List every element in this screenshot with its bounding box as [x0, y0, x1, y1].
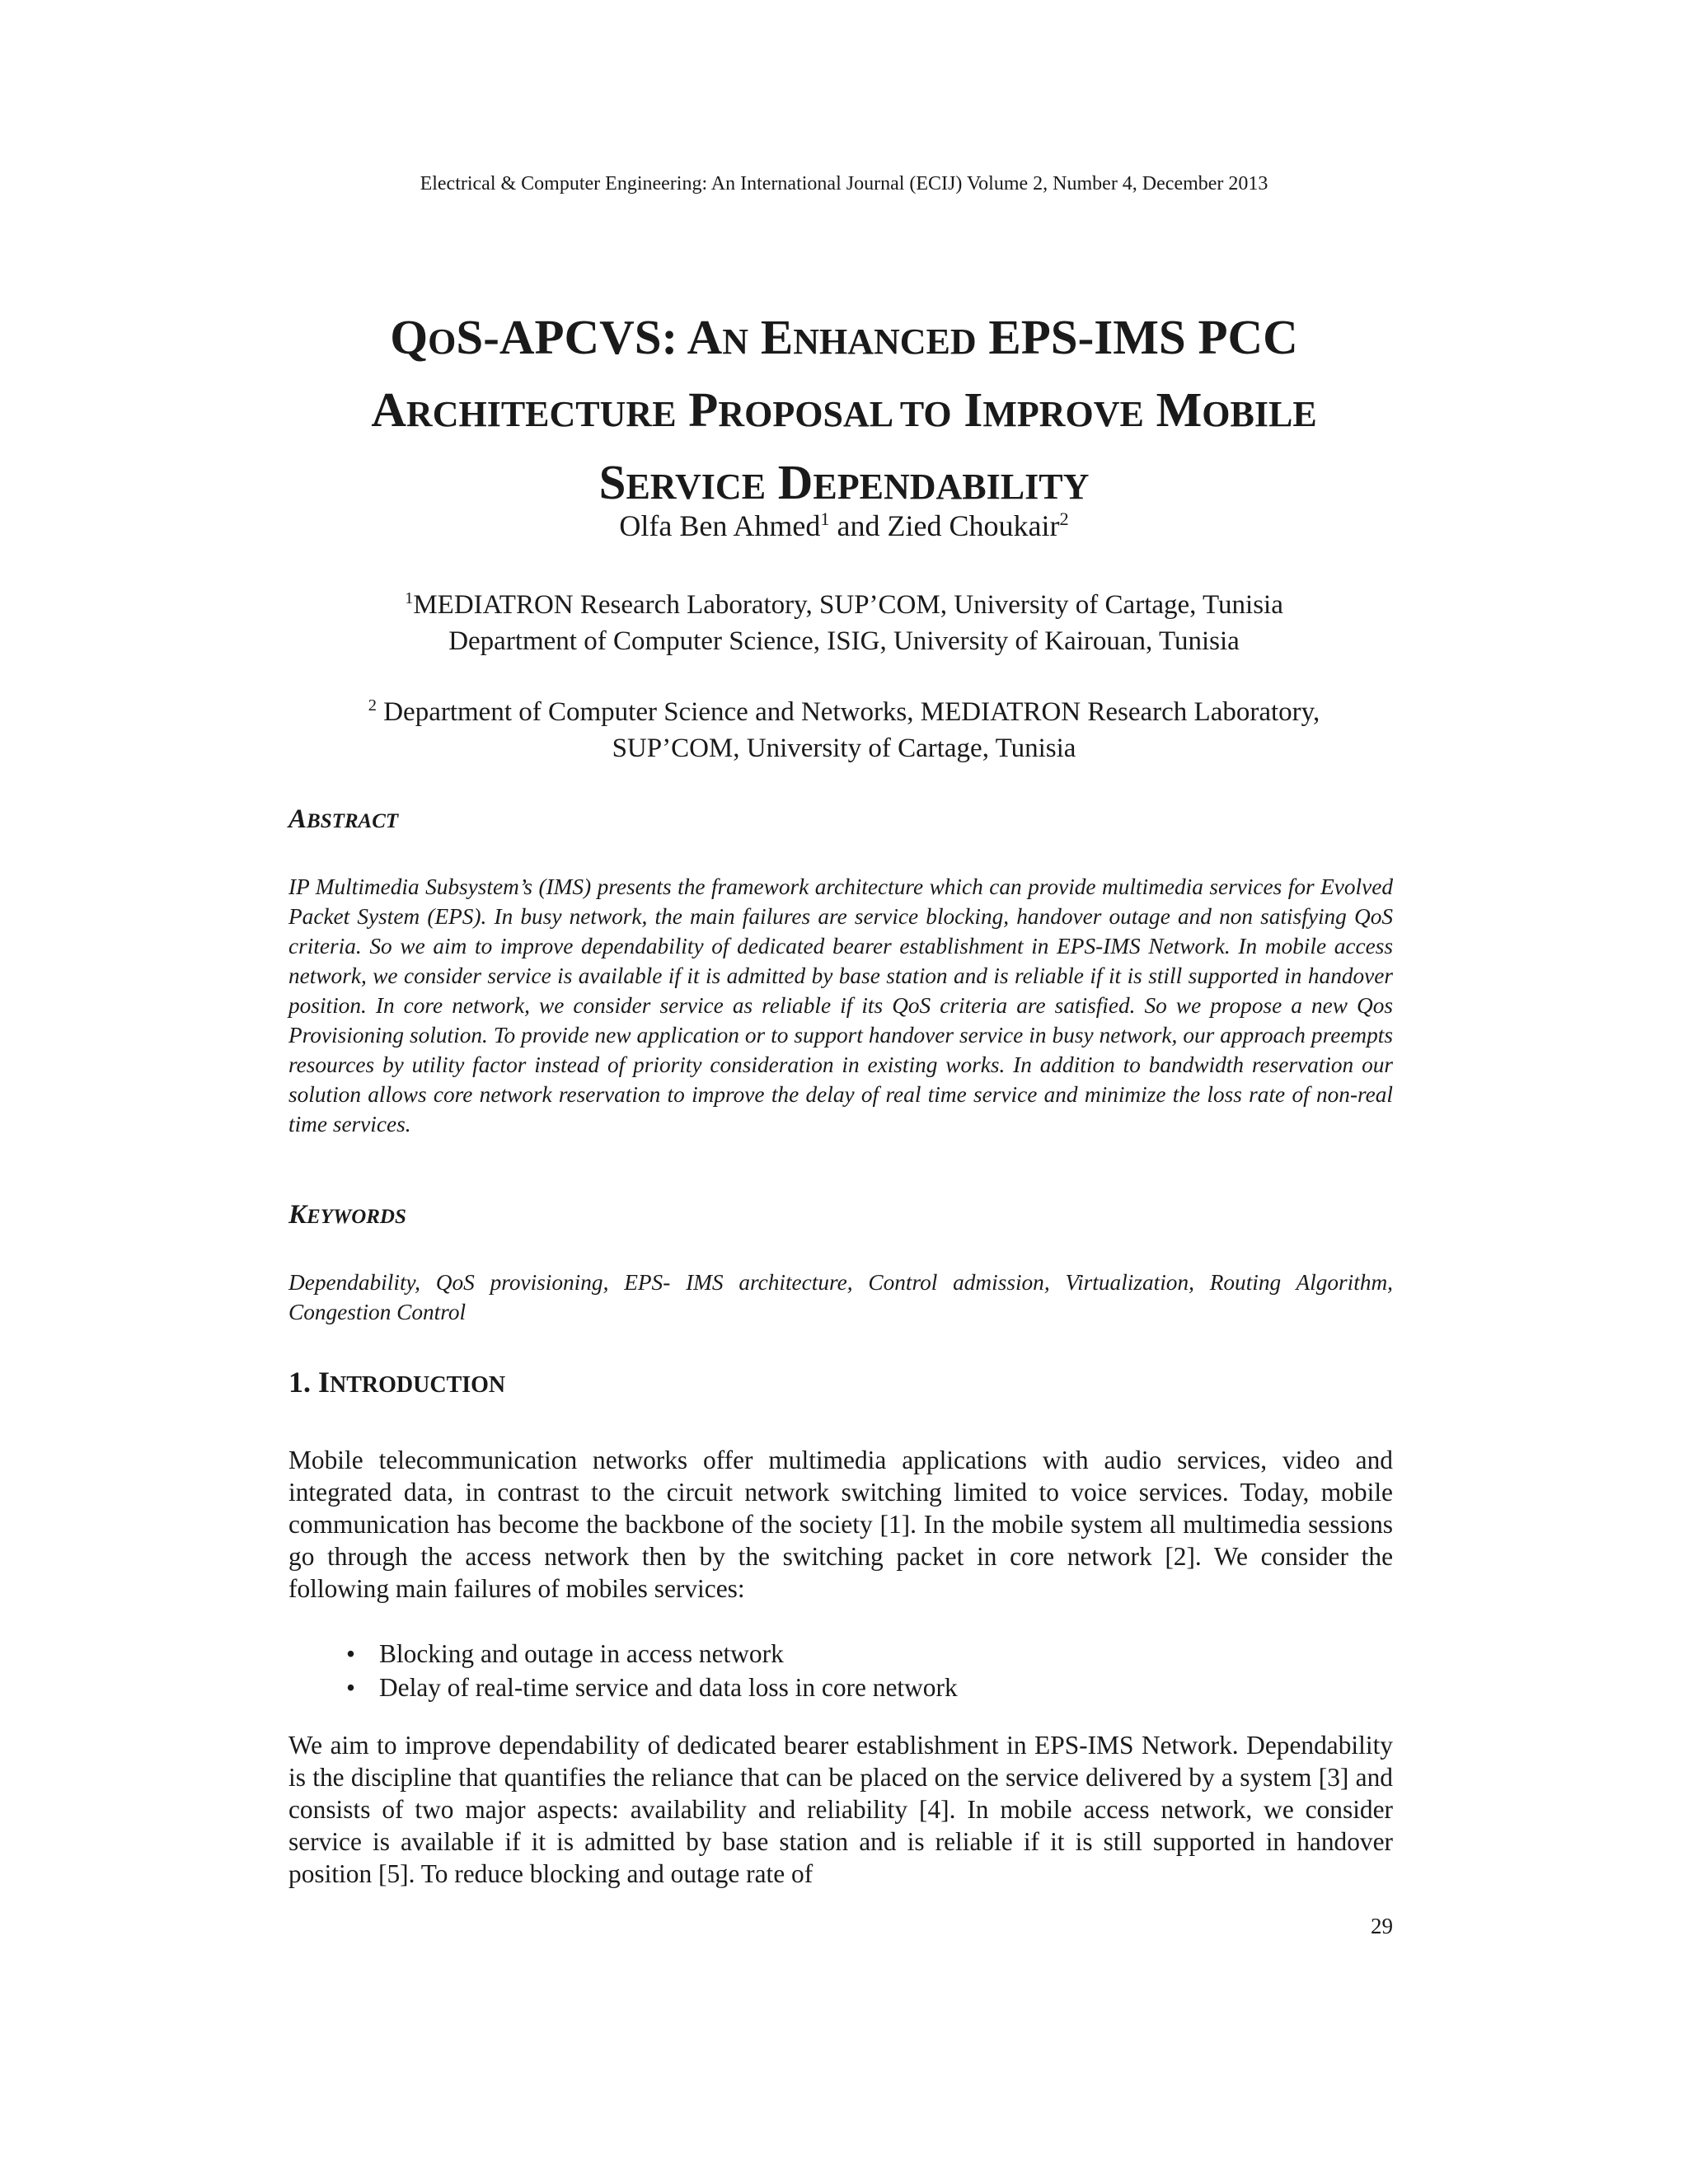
- list-item: • Delay of real-time service and data loss in core network: [346, 1671, 1335, 1704]
- failures-list: [346, 1637, 1335, 1704]
- paper-title: [247, 303, 1441, 521]
- title-line-2: ARCHITECTURE PROPOSAL TO IMPROVE MOBILE: [371, 382, 1317, 437]
- abstract-heading: ABSTRACT: [288, 804, 399, 834]
- abstract-text: IP Multimedia Subsystem’s (IMS) presents the framework architecture which can provide multimedia services for Evolved Packet System (EPS). In busy network, the main failures are service blocking, handover outage and non satisfying QoS criteria. So we aim to improve dependability of dedicated bearer establishment in EPS-IMS Network. In mobile access network, we consider service is available if it is admitted by base station and is reliable if it is still supported in handover position. In core network, we consider service as reliable if its QoS criteria are satisfied. So we propose a new Qos Provisioning solution. To provide new application or to support handover service in busy network, our approach preempts resources by utility factor instead of priority consideration in existing works. In addition to bandwidth reservation our solution allows core network reservation to improve the delay of real time service and minimize the loss rate of non-real time services.: [288, 874, 1393, 1137]
- introduction-paragraph-1: Mobile telecommunication networks offer multimedia applications with audio services, video and integrated data, in contrast to the circuit network switching limited to voice services. Today, mobile communication has become the backbone of the society [1]. In the mobile system all multimedia sessions go through the access network then by the switching packet in core network [2]. We consider the following main failures of mobiles services:: [288, 1446, 1393, 1603]
- running-header: Electrical & Computer Engineering: An International Journal (ECIJ) Volume 2, Number 4, December 2013: [420, 173, 1268, 194]
- author-1-affil-marker: 1: [820, 509, 830, 529]
- title-line-3: SERVICE DEPENDABILITY: [598, 455, 1090, 509]
- bullet-icon: •: [346, 1673, 355, 1702]
- list-item: • Blocking and outage in access network: [346, 1637, 1335, 1671]
- author-2: Zied Choukair: [887, 509, 1060, 542]
- authors: Olfa Ben Ahmed$^1$ and Zied Choukair$^2$: [619, 509, 1069, 542]
- page-number: 29: [1371, 1914, 1393, 1938]
- author-2-affil-marker: 2: [1059, 509, 1069, 529]
- title-line-1: QOS-APCVS: AN ENHANCED EPS-IMS PCC: [390, 310, 1298, 364]
- keywords-heading: KEYWORDS: [288, 1200, 406, 1230]
- introduction-paragraph-2: We aim to improve dependability of dedicated bearer establishment in EPS-IMS Network. Dependability is the discipline that quantifies the reliance that can be placed on the service delivered by a system [3] and consists of two major aspects: availability and reliability [4]. In mobile access network, we consider service is available if it is admitted by base station and is reliable if it is still supported in handover position [5]. To reduce blocking and outage rate of: [288, 1731, 1393, 1888]
- affiliation-2: $^2$ Department of Computer Science and Networks, MEDIATRON Research Laboratory, SUP’COM, University of Cartage, Tunisia: [368, 696, 1320, 763]
- keywords-text: Dependability, QoS provisioning, EPS- IMS architecture, Control admission, Virtualization, Routing Algorithm, Congestion Control: [288, 1270, 1393, 1324]
- author-1: Olfa Ben Ahmed: [619, 509, 821, 542]
- affiliation-1: $^1$MEDIATRON Research Laboratory, SUP’COM, University of Cartage, Tunisia Department of Computer Science, ISIG, University of Kairouan, Tunisia: [405, 589, 1283, 656]
- bullet-icon: •: [346, 1639, 355, 1668]
- introduction-heading: 1. INTRODUCTION: [288, 1366, 506, 1399]
